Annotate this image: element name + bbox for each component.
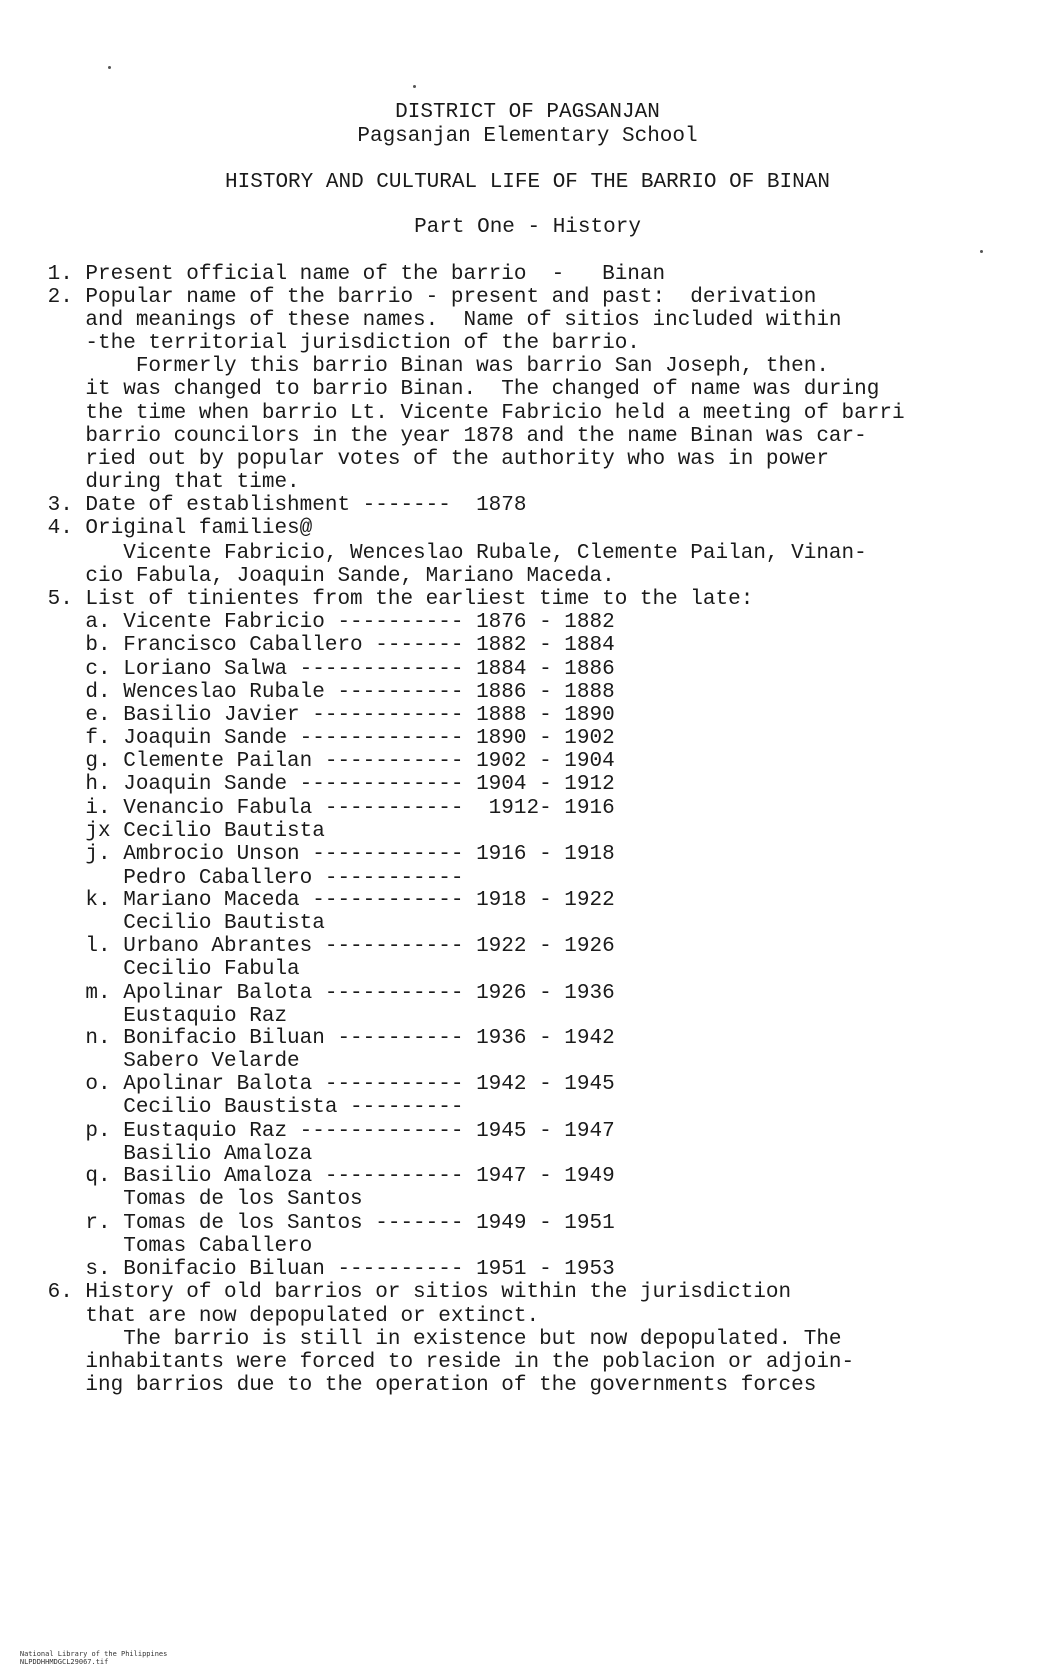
text-line: ried out by popular votes of the authority who was in power bbox=[35, 448, 829, 471]
text-line: p. Eustaquio Raz ------------- 1945 - 1947 bbox=[35, 1120, 615, 1143]
text-line: cio Fabula, Joaquin Sande, Mariano Maceda. bbox=[35, 565, 615, 588]
text-line: Tomas de los Santos bbox=[35, 1188, 363, 1211]
text-line: jx Cecilio Bautista bbox=[35, 820, 325, 843]
ink-speck bbox=[108, 66, 111, 69]
text-line: g. Clemente Pailan ----------- 1902 - 1904 bbox=[35, 750, 615, 773]
text-line: 3. Date of establishment ------- 1878 bbox=[35, 494, 527, 517]
text-line: Basilio Amaloza bbox=[35, 1143, 313, 1166]
text-line: m. Apolinar Balota ----------- 1926 - 1936 bbox=[35, 982, 615, 1005]
text-line: Sabero Velarde bbox=[35, 1050, 300, 1073]
ink-speck bbox=[980, 250, 983, 253]
text-line: inhabitants were forced to reside in the poblacion or adjoin- bbox=[35, 1351, 855, 1374]
text-line: l. Urbano Abrantes ----------- 1922 - 1926 bbox=[35, 935, 615, 958]
document-title: HISTORY AND CULTURAL LIFE OF THE BARRIO OF BINAN bbox=[225, 171, 830, 194]
text-line: d. Wenceslao Rubale ---------- 1886 - 1888 bbox=[35, 681, 615, 704]
text-line: -the territorial jurisdiction of the barrio. bbox=[35, 332, 640, 355]
text-line: n. Bonifacio Biluan ---------- 1936 - 1942 bbox=[35, 1027, 615, 1050]
text-line: Cecilio Bautista bbox=[35, 912, 325, 935]
part-heading: Part One - History bbox=[414, 216, 641, 239]
scan-footer bbox=[3, 1642, 207, 1674]
text-line: r. Tomas de los Santos ------- 1949 - 1951 bbox=[35, 1212, 615, 1235]
text-line: h. Joaquin Sande ------------- 1904 - 1912 bbox=[35, 773, 615, 796]
text-line: 6. History of old barrios or sitios within the jurisdiction bbox=[35, 1281, 792, 1304]
text-line: q. Basilio Amaloza ----------- 1947 - 1949 bbox=[35, 1165, 615, 1188]
text-line: j. Ambrocio Unson ------------ 1916 - 1918 bbox=[35, 843, 615, 866]
text-line: 5. List of tinientes from the earliest time to the late: bbox=[35, 588, 754, 611]
text-line: that are now depopulated or extinct. bbox=[35, 1305, 540, 1328]
text-line: c. Loriano Salwa ------------- 1884 - 1886 bbox=[35, 658, 615, 681]
text-line: o. Apolinar Balota ----------- 1942 - 1945 bbox=[35, 1073, 615, 1096]
text-line: s. Bonifacio Biluan ---------- 1951 - 1953 bbox=[35, 1258, 615, 1281]
library-credit: National Library of the Philippines bbox=[19, 1650, 168, 1658]
text-line: 1. Present official name of the barrio - Binan bbox=[35, 263, 666, 286]
school-heading: Pagsanjan Elementary School bbox=[357, 125, 698, 148]
text-line: k. Mariano Maceda ------------ 1918 - 1922 bbox=[35, 889, 615, 912]
text-line: barrio councilors in the year 1878 and the name Binan was car- bbox=[35, 425, 867, 448]
district-heading: DISTRICT OF PAGSANJAN bbox=[395, 101, 660, 124]
text-line: Eustaquio Raz bbox=[35, 1005, 288, 1028]
text-line: Cecilio Fabula bbox=[35, 958, 300, 981]
text-line: The barrio is still in existence but now depopulated. The bbox=[35, 1328, 842, 1351]
text-line: Cecilio Baustista --------- bbox=[35, 1096, 464, 1119]
text-line: a. Vicente Fabricio ---------- 1876 - 1882 bbox=[35, 611, 615, 634]
text-line: b. Francisco Caballero ------- 1882 - 1884 bbox=[35, 634, 615, 657]
text-line: Formerly this barrio Binan was barrio San Joseph, then. bbox=[35, 355, 829, 378]
text-line: f. Joaquin Sande ------------- 1890 - 1902 bbox=[35, 727, 615, 750]
text-line: e. Basilio Javier ------------ 1888 - 1890 bbox=[35, 704, 615, 727]
text-line: Pedro Caballero ----------- bbox=[35, 867, 464, 890]
text-line: 4. Original families@ bbox=[35, 517, 313, 540]
text-line: it was changed to barrio Binan. The changed of name was during bbox=[35, 378, 880, 401]
text-line: ing barrios due to the operation of the governments forces bbox=[35, 1374, 817, 1397]
ink-speck bbox=[413, 85, 416, 88]
text-line: the time when barrio Lt. Vicente Fabricio held a meeting of barri bbox=[35, 402, 905, 425]
text-line: i. Venancio Fabula ----------- 1912- 1916 bbox=[35, 797, 615, 820]
text-line: Vicente Fabricio, Wenceslao Rubale, Clemente Pailan, Vinan- bbox=[35, 542, 867, 565]
text-line: during that time. bbox=[35, 471, 300, 494]
text-line: and meanings of these names. Name of sitios included within bbox=[35, 309, 842, 332]
file-name: NLPDDHHMDGCL29067.tif bbox=[19, 1658, 109, 1666]
text-line: Tomas Caballero bbox=[35, 1235, 313, 1258]
text-line: 2. Popular name of the barrio - present and past: derivation bbox=[35, 286, 817, 309]
